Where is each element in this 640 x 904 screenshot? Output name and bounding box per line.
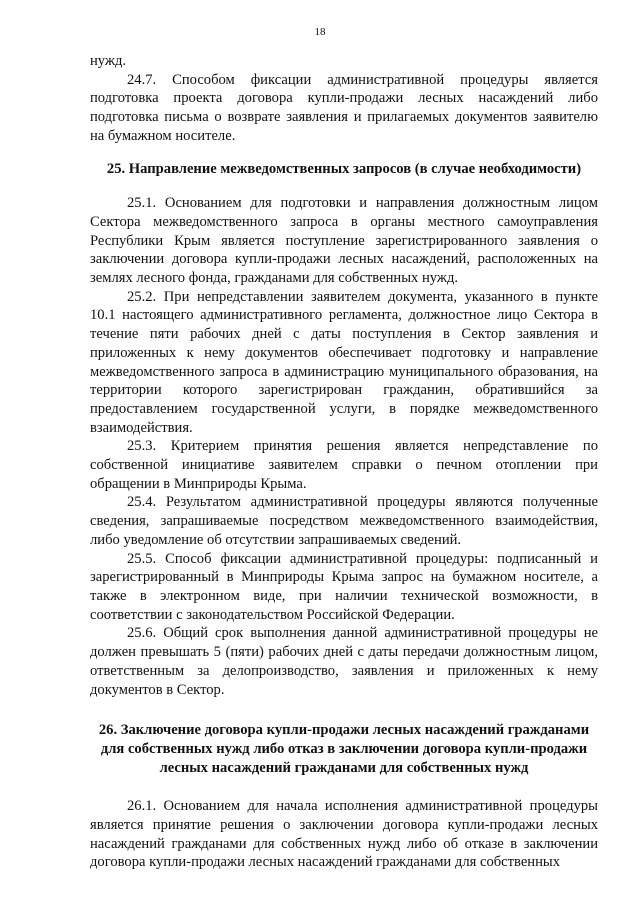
section-heading-26: 26. Заключение договора купли-продажи лесных насаждений гражданами для собственных нужд либо отказ в заключении договора купли-продажи лесных насаждений гражданами для собственных нужд (98, 722, 590, 776)
paragraph-continuation: нужд. (90, 53, 127, 69)
section-heading-25: 25. Направление межведомственных запросов (в случае необходимости) (106, 160, 582, 177)
paragraph-24-7: 24.7. Способом фиксации административной процедуры является подготовка проекта договора купли-продажи лесных насаждений либо подготовка письма о возврате заявления и прилагаемых документов заявителю на бумажном носителе. (90, 71, 598, 144)
paragraph-25-3: 25.3. Критерием принятия решения является непредставление по собственной инициативе заявителем справки о печном отоплении при обращении в Минприроды Крыма. (90, 438, 598, 492)
page-number: 18 (314, 26, 326, 38)
paragraph-26-1: 26.1. Основанием для начала исполнения административной процедуры является принятие решения о заключении договора купли-продажи лесных насаждений гражданами для собственных нужд либо об отказе в заключении договора купли-продажи лесных насаждений гражданами для собственных (90, 798, 598, 871)
paragraph-25-4: 25.4. Результатом административной процедуры являются полученные сведения, запрашиваемые посредством межведомственного взаимодействия, либо уведомление об отсутствии запрашиваемых сведений. (90, 494, 598, 548)
paragraph-25-2: 25.2. При непредставлении заявителем документа, указанного в пункте 10.1 настоящего административного регламента, должностное лицо Сектора в течение пяти рабочих дней с даты поступления в Сектор заявления и приложенных к нему документов обеспечивает подготовку и направление межведомственного запроса в администрацию муниципального образования, на территории которого зарегистрирован гражданин, обратившийся за предоставлением государственной услуги, в порядке межведомственного взаимодействия. (90, 288, 598, 436)
document-body (90, 52, 598, 872)
paragraph-25-6: 25.6. Общий срок выполнения данной административной процедуры не должен превышать 5 (пяти) рабочих дней с даты передачи должностным лицом, ответственным за делопроизводство, заявления и приложенных к нему документов в Сектор. (90, 625, 598, 698)
paragraph-25-1: 25.1. Основанием для подготовки и направления должностным лицом Сектора межведомственного запроса в органы местного самоуправления Республики Крым является поступление зарегистрированного заявления о заключении договора купли-продажи лесных насаждений, расположенных на землях лесного фонда, гражданами для собственных нужд. (90, 195, 598, 287)
paragraph-25-5: 25.5. Способ фиксации административной процедуры: подписанный и зарегистрированный в Минприроды Крыма запрос на бумажном носителе, а также в электронном виде, при наличии технической возможности, в соответствии с законодательством Российской Федерации. (90, 550, 598, 623)
